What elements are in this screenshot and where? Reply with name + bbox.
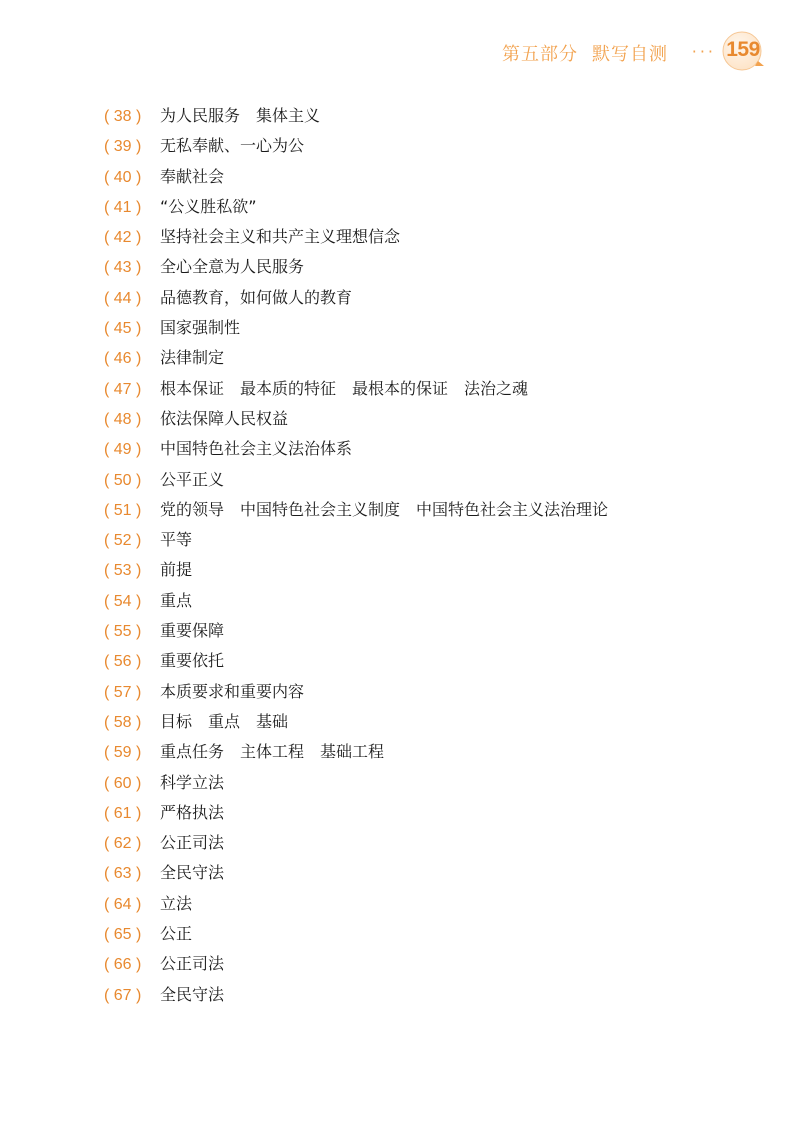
- answer-list: [104, 101, 764, 1010]
- answer-item-60: [104, 768, 764, 798]
- answer-number: ( 56 ): [104, 653, 142, 671]
- answer-text: 全民守法: [160, 984, 225, 1004]
- answer-item-39: [104, 131, 764, 161]
- answer-item-51: [104, 495, 764, 525]
- answer-text: 公正司法: [160, 954, 225, 974]
- answer-text: 中国特色社会主义法治体系: [160, 439, 353, 459]
- answer-number: ( 66 ): [104, 956, 142, 974]
- page-number: 159: [726, 38, 760, 61]
- answer-item-54: [104, 586, 764, 616]
- answer-item-45: [104, 313, 764, 343]
- answer-text: 依法保障人民权益: [160, 408, 289, 428]
- answer-item-63: [104, 858, 764, 888]
- answer-item-58: [104, 707, 764, 737]
- answer-item-61: [104, 798, 764, 828]
- answer-item-57: [104, 677, 764, 707]
- answer-number: ( 43 ): [104, 259, 142, 277]
- answer-number: ( 44 ): [104, 289, 142, 307]
- answer-text: 严格执法: [160, 802, 225, 822]
- answer-text: 全心全意为人民服务: [160, 257, 305, 277]
- answer-text: 前提: [160, 560, 193, 580]
- answer-number: ( 65 ): [104, 926, 142, 944]
- answer-number: ( 45 ): [104, 320, 142, 338]
- answer-item-64: [104, 889, 764, 919]
- answer-number: ( 63 ): [104, 865, 142, 883]
- answer-item-65: [104, 919, 764, 949]
- answer-number: ( 53 ): [104, 562, 142, 580]
- answer-text: 公正司法: [160, 833, 225, 853]
- answer-number: ( 64 ): [104, 895, 142, 913]
- section-label: 默写自测: [592, 44, 668, 65]
- answer-text: 根本保证 最本质的特征 最根本的保证 法治之魂: [160, 378, 529, 398]
- answer-number: ( 59 ): [104, 744, 142, 762]
- section-title: [502, 40, 668, 66]
- answer-item-66: [104, 949, 764, 979]
- answer-number: ( 41 ): [104, 198, 142, 216]
- answer-number: ( 61 ): [104, 804, 142, 822]
- answer-number: ( 60 ): [104, 774, 142, 792]
- answer-text: 重点任务 主体工程 基础工程: [160, 742, 385, 762]
- answer-text: 为人民服务 集体主义: [160, 106, 321, 125]
- answer-number: ( 49 ): [104, 441, 142, 459]
- answer-text: 重要依托: [160, 651, 225, 671]
- answer-text: 重点: [160, 590, 193, 610]
- page-header: [0, 30, 800, 78]
- answer-item-52: [104, 525, 764, 555]
- answer-text: 无私奉献、一心为公: [160, 136, 305, 156]
- answer-text: “公义胜私欲”: [160, 196, 257, 216]
- answer-item-48: [104, 404, 764, 434]
- answer-number: ( 57 ): [104, 683, 142, 701]
- answer-item-43: [104, 252, 764, 282]
- answer-number: ( 38 ): [104, 108, 142, 125]
- answer-number: ( 39 ): [104, 138, 142, 156]
- header-dots: ···: [691, 42, 716, 61]
- answer-number: ( 55 ): [104, 623, 142, 641]
- answer-item-44: [104, 283, 764, 313]
- answer-number: ( 58 ): [104, 713, 142, 731]
- answer-item-49: [104, 434, 764, 464]
- answer-text: 品德教育，如何做人的教育: [160, 287, 353, 307]
- answer-item-47: [104, 374, 764, 404]
- answer-number: ( 52 ): [104, 532, 142, 550]
- answer-item-67: [104, 980, 764, 1010]
- answer-item-41: [104, 192, 764, 222]
- answer-number: ( 47 ): [104, 380, 142, 398]
- answer-text: 法律制定: [160, 348, 225, 368]
- answer-item-42: [104, 222, 764, 252]
- answer-item-56: [104, 646, 764, 676]
- answer-text: 科学立法: [160, 772, 225, 792]
- answer-item-59: [104, 737, 764, 767]
- answer-item-38: [104, 101, 764, 131]
- answer-item-40: [104, 162, 764, 192]
- answer-number: ( 46 ): [104, 350, 142, 368]
- answer-item-53: [104, 555, 764, 585]
- answer-text: 立法: [160, 893, 193, 913]
- answer-number: ( 40 ): [104, 168, 142, 186]
- answer-text: 目标 重点 基础: [160, 711, 289, 731]
- page-number-badge: [720, 30, 766, 72]
- part-label: 第五部分: [502, 44, 578, 65]
- answer-number: ( 48 ): [104, 410, 142, 428]
- answer-number: ( 50 ): [104, 471, 142, 489]
- answer-text: 重要保障: [160, 621, 225, 641]
- answer-item-55: [104, 616, 764, 646]
- answer-item-46: [104, 343, 764, 373]
- answer-item-62: [104, 828, 764, 858]
- answer-text: 全民守法: [160, 863, 225, 883]
- answer-number: ( 62 ): [104, 835, 142, 853]
- answer-text: 公正: [160, 924, 193, 944]
- answer-text: 公平正义: [160, 469, 225, 489]
- answer-item-50: [104, 465, 764, 495]
- answer-text: 党的领导 中国特色社会主义制度 中国特色社会主义法治理论: [160, 499, 609, 519]
- answer-text: 国家强制性: [160, 318, 241, 338]
- answer-number: ( 51 ): [104, 501, 142, 519]
- answer-number: ( 54 ): [104, 592, 142, 610]
- answer-number: ( 67 ): [104, 986, 142, 1004]
- answer-text: 坚持社会主义和共产主义理想信念: [160, 227, 401, 247]
- answer-text: 奉献社会: [160, 166, 225, 186]
- answer-text: 平等: [160, 530, 193, 550]
- answer-number: ( 42 ): [104, 229, 142, 247]
- answer-text: 本质要求和重要内容: [160, 681, 305, 701]
